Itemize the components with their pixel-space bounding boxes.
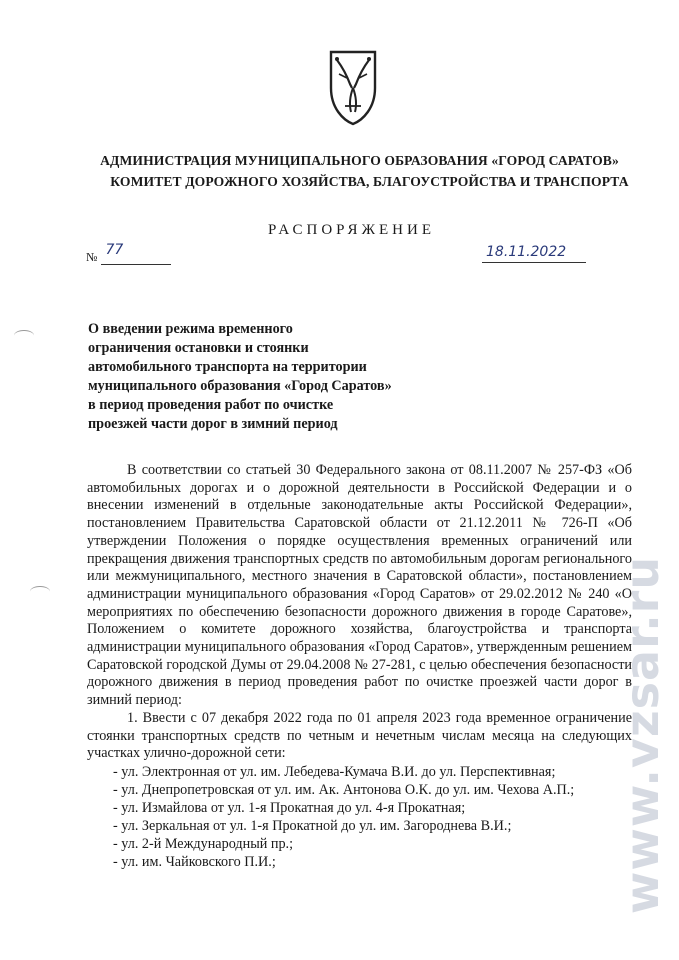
header-line-administration: АДМИНИСТРАЦИЯ МУНИЦИПАЛЬНОГО ОБРАЗОВАНИЯ «ГОРОД САРАТОВ» <box>100 153 619 168</box>
street-list-item: - ул. им. Чайковского П.И.; <box>113 853 276 870</box>
punch-hole-mark <box>14 330 34 341</box>
street-list-item: - ул. Измайлова от ул. 1-я Прокатная до ул. 4-я Прокатная; <box>113 799 466 816</box>
subject-line: муниципального образования «Город Саратов» <box>88 378 392 394</box>
street-list-item: - ул. Днепропетровская от ул. им. Ак. Антонова О.К. до ул. им. Чехова А.П.; <box>113 781 575 798</box>
punch-hole-mark <box>30 586 50 597</box>
document-number <box>86 242 171 265</box>
header-line-committee: КОМИТЕТ ДОРОЖНОГО ХОЗЯЙСТВА, БЛАГОУСТРОЙСТВА И ТРАНСПОРТА <box>110 174 629 189</box>
document-type-title: РАСПОРЯЖЕНИЕ <box>267 222 435 238</box>
subject-line: О введении режима временного <box>88 321 293 337</box>
preamble-paragraph: В соответствии со статьей 30 Федерального закона от 08.11.2007 № 257-ФЗ «Об автомобильных дорогах и о дорожной деятельности в Российской Федерации и о внесении изменений в отдельные законодательные акты Российской Федерации», постановлением Правительства Саратовской области от 21.12.2011 № 726-П «Об утверждении Положения о порядке осуществления временных ограничений или прекращения движения транспортных средств по автомобильным дорогам регионального или межмуниципального, местного значения в Саратовской области», постановлением администрации муниципального образования «Город Саратов» от 29.02.2012 № 240 «О мероприятиях по обеспечению безопасности дорожного движения в городе Саратове», Положением о комитете дорожного хозяйства, благоустройства и транспорта администрации муниципального образования «Город Саратов», утвержденным решением Саратовской городской Думы от 29.04.2008 № 27-281, с целью обеспечения безопасности дорожного движения в период проведения работ по очистке проезжей части дорог в зимний период: <box>87 462 632 709</box>
watermark <box>612 530 672 940</box>
saratov-coat-of-arms-icon <box>325 48 381 126</box>
subject-line: автомобильного транспорта на территории <box>88 359 367 375</box>
document-date <box>482 244 586 267</box>
document-subject <box>88 320 468 434</box>
point-1-paragraph: 1. Ввести с 07 декабря 2022 года по 01 апреля 2023 года временное ограничение стоянки транспортных средств по четным и нечетным числам месяца на следующих участках улично-дорожной сети: <box>87 709 632 762</box>
subject-line: в период проведения работ по очистке <box>88 397 334 413</box>
subject-line: ограничения остановки и стоянки <box>88 340 309 356</box>
date-handwritten: 18.11.2022 <box>486 244 567 260</box>
issuer-header <box>0 150 679 192</box>
street-list-item: - ул. 2-й Международный пр.; <box>113 835 294 852</box>
number-prefix: № <box>86 250 98 264</box>
subject-line: проезжей части дорог в зимний период <box>88 416 338 432</box>
watermark-text: www.vzsar.ru <box>615 555 669 915</box>
number-handwritten: 77 <box>105 242 124 258</box>
document-body <box>87 462 632 871</box>
street-list-item: - ул. Электронная от ул. им. Лебедева-Кумача В.И. до ул. Перспективная; <box>113 763 556 780</box>
street-list-item: - ул. Зеркальная от ул. 1-я Прокатной до ул. им. Загороднева В.И.; <box>113 817 512 834</box>
